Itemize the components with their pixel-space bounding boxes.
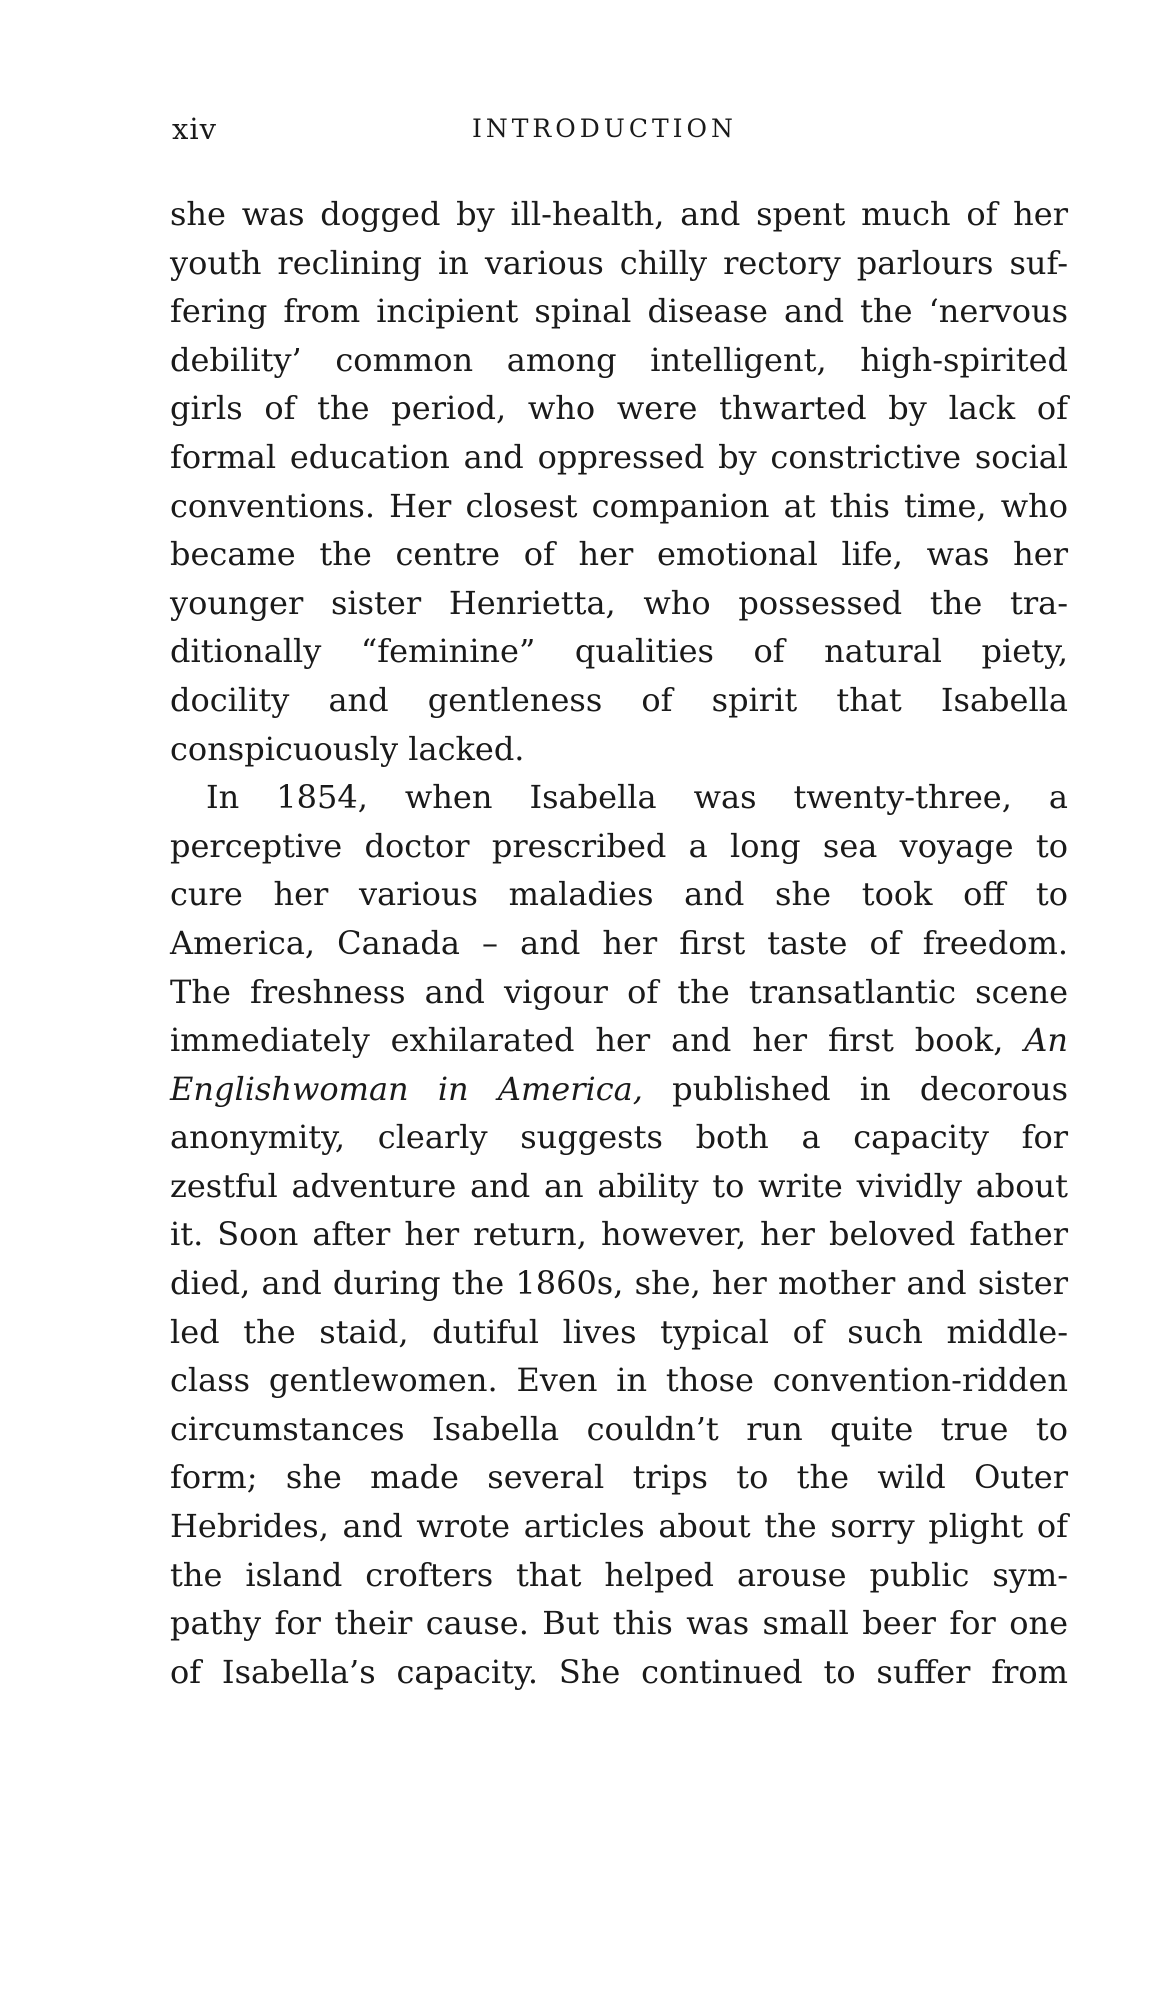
text-line: of Isabella’s capacity. She continued to suffer from — [170, 1652, 1068, 1691]
running-head — [172, 112, 1070, 152]
text-line — [170, 1065, 1068, 1114]
text-line: she was dogged by ill-health, and spent much of her — [170, 195, 1068, 233]
text-line: girls of the period, who were thwarted by lack of — [170, 389, 1068, 428]
text-line: circumstances Isabella couldn’t run quite true to — [170, 1409, 1068, 1448]
text-line: pathy for their cause. But this was small beer for one — [170, 1604, 1068, 1643]
text-line: fering from incipient spinal disease and the ‘nervous — [170, 292, 1068, 331]
text-line — [170, 1016, 1068, 1065]
text-line: conspicuously lacked. — [170, 729, 525, 768]
text-line: youth reclining in various chilly rectory parlours suf- — [170, 243, 1068, 282]
text-line: America, Canada – and her first taste of freedom. — [170, 923, 1068, 962]
text-line: cure her various maladies and she took off to — [170, 875, 1068, 914]
text-line: formal education and oppressed by constrictive social — [170, 437, 1068, 476]
body-text — [170, 190, 1068, 1696]
text-line: led the staid, dutiful lives typical of such middle- — [170, 1312, 1068, 1351]
text-line: became the centre of her emotional life, was her — [170, 535, 1068, 574]
text-line: form; she made several trips to the wild Outer — [170, 1458, 1068, 1497]
text-line: Hebrides, and wrote articles about the sorry plight of — [170, 1507, 1068, 1546]
text-line: perceptive doctor prescribed a long sea voyage to — [170, 826, 1068, 865]
text-line: the island crofters that helped arouse public sym- — [170, 1555, 1068, 1594]
book-title-italic: An — [1024, 1021, 1069, 1060]
text-line: zestful adventure and an ability to write vividly about — [170, 1166, 1068, 1205]
text-line: younger sister Henrietta, who possessed the tra- — [170, 583, 1068, 622]
text-line: it. Soon after her return, however, her beloved father — [170, 1215, 1068, 1254]
page-number: xiv — [172, 112, 218, 146]
book-title-italic: Englishwoman in America, — [170, 1069, 643, 1108]
text-line: conventions. Her closest companion at this time, who — [170, 486, 1068, 525]
text-segment: published in decorous — [672, 1069, 1069, 1108]
text-line: ditionally “feminine” qualities of natural piety, — [170, 632, 1068, 671]
paragraph-start-line: In 1854, when Isabella was twenty-three, a — [206, 778, 1068, 817]
text-line: anonymity, clearly suggests both a capacity for — [170, 1118, 1068, 1157]
text-line: docility and gentleness of spirit that Isabella — [170, 680, 1068, 719]
text-line: died, and during the 1860s, she, her mother and sister — [170, 1264, 1068, 1303]
text-line: debility’ common among intelligent, high-spirited — [170, 340, 1068, 379]
text-line: The freshness and vigour of the transatlantic scene — [170, 972, 1068, 1011]
text-segment: immediately exhilarated her and her first book, — [170, 1021, 1004, 1060]
running-title: INTRODUCTION — [472, 114, 737, 143]
text-line: class gentlewomen. Even in those convention-ridden — [170, 1361, 1068, 1400]
